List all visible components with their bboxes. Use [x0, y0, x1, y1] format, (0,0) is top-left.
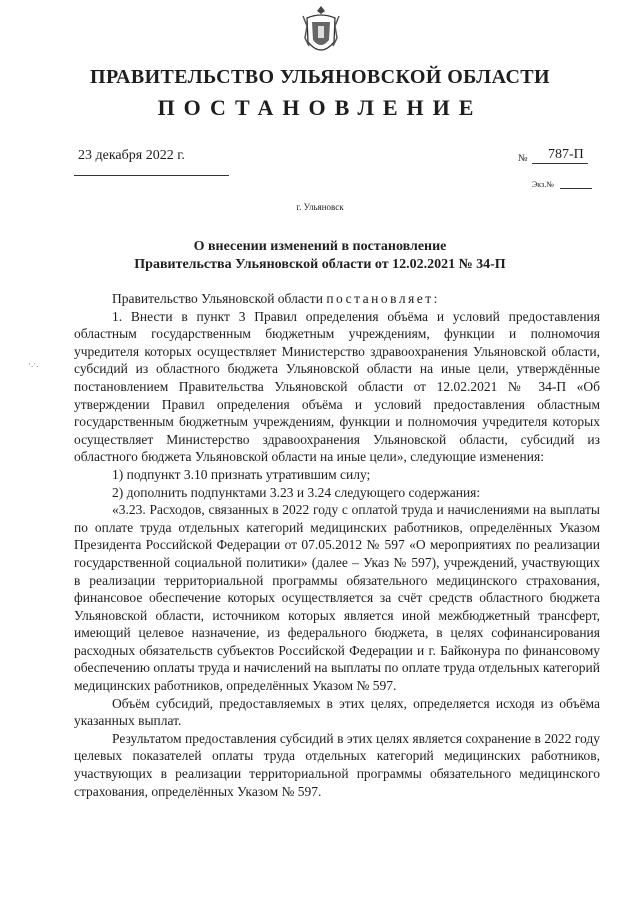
paragraph-5: Объём субсидий, предоставляемых в этих целях, определяется исходя из объёма указанных выплат.	[74, 695, 600, 729]
coat-of-arms-icon	[301, 4, 341, 60]
title-line-1: О внесении изменений в постановление	[193, 239, 447, 254]
number-label: №	[518, 153, 528, 164]
document-body	[74, 290, 600, 800]
document-title	[0, 238, 640, 274]
paragraph-4: «3.23. Расходов, связанных в 2022 году с оплатой труда и начислениями на выплаты по оплате труда отдельных категорий медицинских работников, определённых Указом Президента Российской Федерации от 07.05.2012 № 597 «О мероприятиях по реализации государственной социальной политики» (далее – Указ № 597), учреждений, участвующих в реализации территориальной программы обязательного медицинского страхования, финансовое обеспечение которых осуществляется за счёт средств областного бюджета Ульяновской области, источником которых является иной межбюджетный трансферт, имеющий целевое назначение, из федерального бюджета, в целях софинансирования расходных обязательств субъектов Российской Федерации и г. Байконура по финансовому обеспечению оплаты труда и начислений на выплаты по оплате труда отдельных категорий медицинских работников, определённых Указом № 597.	[74, 502, 600, 694]
intro-verb: постановляет:	[326, 291, 440, 306]
number-underline	[532, 163, 588, 164]
city: г. Ульяновск	[296, 202, 344, 212]
paragraph-2: 1) подпункт 3.10 признать утратившим силу;	[112, 466, 371, 482]
copy-underline	[560, 188, 592, 189]
intro-prefix: Правительство Ульяновской области	[112, 291, 323, 306]
intro-paragraph	[74, 290, 600, 308]
paragraph-6: Результатом предоставления субсидий в этих целях является сохранение в 2022 году целевых показателей оплаты труда отдельных категорий медицинских работников, участвующих в реализации территориальной программы обязательного медицинского страхования, определённых Указом № 597.	[74, 730, 600, 799]
paragraph-1: 1. Внести в пункт 3 Правил определения объёма и условий предоставления областным государственным бюджетным учреждениям, функции и полномочия учредителя которых осуществляет Министерство здравоохранения Ульяновской области, субсидий из областного бюджета Ульяновской области на иные цели, утверждённые постановлением Правительства Ульяновской области от 12.02.2021 № 34-П «Об утверждении Правил определения объёма и условий предоставления областным государственным бюджетным учреждениям, функции и полномочия учредителя которых осуществляет Министерство здравоохранения Ульяновской области, субсидий из областного бюджета Ульяновской области на иные цели», следующие изменения:	[74, 308, 600, 465]
copy-number-label: Экз.№	[532, 180, 554, 189]
margin-mark: ·.·.	[28, 359, 39, 369]
government-name: ПРАВИТЕЛЬСТВО УЛЬЯНОВСКОЙ ОБЛАСТИ	[89, 66, 550, 88]
document-date: 23 декабря 2022 г.	[78, 148, 185, 163]
document-type: ПОСТАНОВЛЕНИЕ	[157, 95, 483, 120]
paragraph-3: 2) дополнить подпунктами 3.23 и 3.24 следующего содержания:	[112, 484, 481, 500]
title-line-2: Правительства Ульяновской области от 12.02.2021 № 34-П	[134, 257, 506, 272]
document-number: 787-П	[548, 147, 584, 162]
date-underline	[74, 175, 229, 176]
